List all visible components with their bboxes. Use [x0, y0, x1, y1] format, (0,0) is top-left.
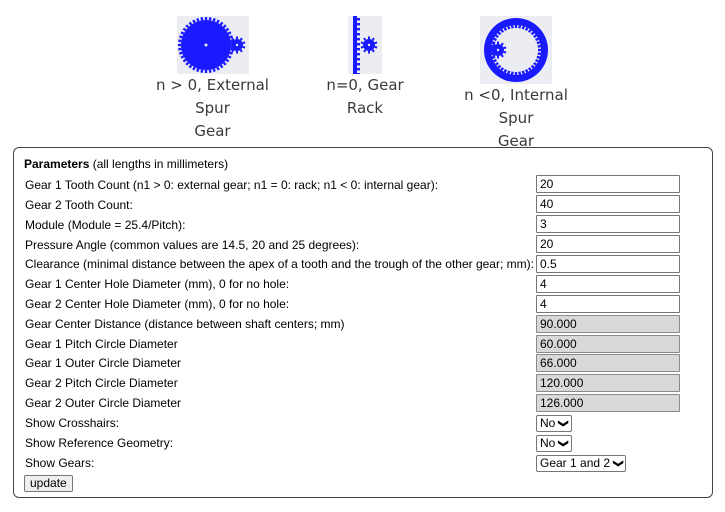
chevron-down-icon: ❯: [558, 419, 570, 428]
show-gears-label: Show Gears:: [25, 456, 95, 470]
gear1-hole-label: Gear 1 Center Hole Diameter (mm), 0 for no hole:: [25, 277, 290, 291]
gear2-outer-diameter-label: Gear 2 Outer Circle Diameter: [25, 396, 182, 410]
gear2-pitch-diameter-output: 120.000: [536, 374, 680, 392]
internal-gear-image: [480, 16, 552, 84]
show-crosshairs-select[interactable]: [536, 415, 572, 432]
gear1-hole-input[interactable]: 4: [536, 275, 680, 293]
external-gear-caption-2: Gear: [194, 122, 231, 140]
update-button[interactable]: update: [24, 475, 73, 492]
show-gears-select[interactable]: [536, 455, 626, 472]
gear2-tooth-count-input[interactable]: 40: [536, 195, 680, 213]
gear2-hole-label: Gear 2 Center Hole Diameter (mm), 0 for no hole:: [25, 297, 290, 311]
parameters-heading: [24, 157, 228, 171]
clearance-label: Clearance (minimal distance between the apex of a tooth and the trough of the other gear; mm):: [25, 257, 534, 271]
show-reference-geometry-select[interactable]: [536, 435, 572, 452]
gear-rack-icon: [348, 16, 382, 74]
gear2-tooth-count-label: Gear 2 Tooth Count:: [25, 198, 133, 212]
chevron-down-icon: ❯: [612, 459, 624, 468]
show-crosshairs-label: Show Crosshairs:: [25, 416, 120, 430]
gear2-pitch-diameter-label: Gear 2 Pitch Circle Diameter: [25, 376, 178, 390]
gear2-outer-diameter-output: 126.000: [536, 394, 680, 412]
external-gear-image: [177, 16, 249, 74]
parameters-heading-bold: Parameters: [24, 157, 90, 171]
clearance-input[interactable]: 0.5: [536, 255, 680, 273]
module-label: Module (Module = 25.4/Pitch):: [25, 218, 186, 232]
internal-gear-caption-2: Gear: [497, 132, 535, 150]
gear2-hole-input[interactable]: 4: [536, 295, 680, 313]
parameters-heading-note: (all lengths in millimeters): [89, 157, 229, 171]
gear1-pitch-diameter-output: 60.000: [536, 335, 680, 353]
gear1-outer-diameter-label: Gear 1 Outer Circle Diameter: [25, 356, 182, 370]
figure-internal-gear: [445, 16, 587, 153]
external-gear-caption-1: n > 0, External Spur: [156, 76, 269, 117]
external-gear-icon: [177, 16, 249, 74]
gear-rack-caption-1: n=0, Gear Rack: [326, 76, 404, 117]
show-reference-geometry-value: No: [540, 436, 556, 450]
gear1-pitch-diameter-label: Gear 1 Pitch Circle Diameter: [25, 337, 178, 351]
internal-gear-caption-1: n <0, Internal Spur: [464, 86, 568, 127]
show-crosshairs-value: No: [540, 416, 556, 430]
pressure-angle-label: Pressure Angle (common values are 14.5, 20 and 25 degrees):: [25, 238, 360, 252]
chevron-down-icon: ❯: [558, 439, 570, 448]
parameters-panel: [13, 147, 713, 498]
pressure-angle-input[interactable]: 20: [536, 235, 680, 253]
internal-gear-icon: [480, 16, 552, 84]
show-gears-value: Gear 1 and 2: [540, 456, 611, 470]
module-input[interactable]: 3: [536, 215, 680, 233]
center-distance-output: 90.000: [536, 315, 680, 333]
center-distance-label: Gear Center Distance (distance between shaft centers; mm): [25, 317, 345, 331]
figure-gear-rack: [306, 16, 424, 120]
gear1-tooth-count-input[interactable]: 20: [536, 175, 680, 193]
gear1-outer-diameter-output: 66.000: [536, 354, 680, 372]
figure-external-gear: [140, 16, 285, 143]
gear1-tooth-count-label: Gear 1 Tooth Count (n1 > 0: external gear; n1 = 0: rack; n1 < 0: internal gear):: [25, 178, 439, 192]
gear-rack-image: [348, 16, 382, 74]
show-reference-geometry-label: Show Reference Geometry:: [25, 436, 174, 450]
